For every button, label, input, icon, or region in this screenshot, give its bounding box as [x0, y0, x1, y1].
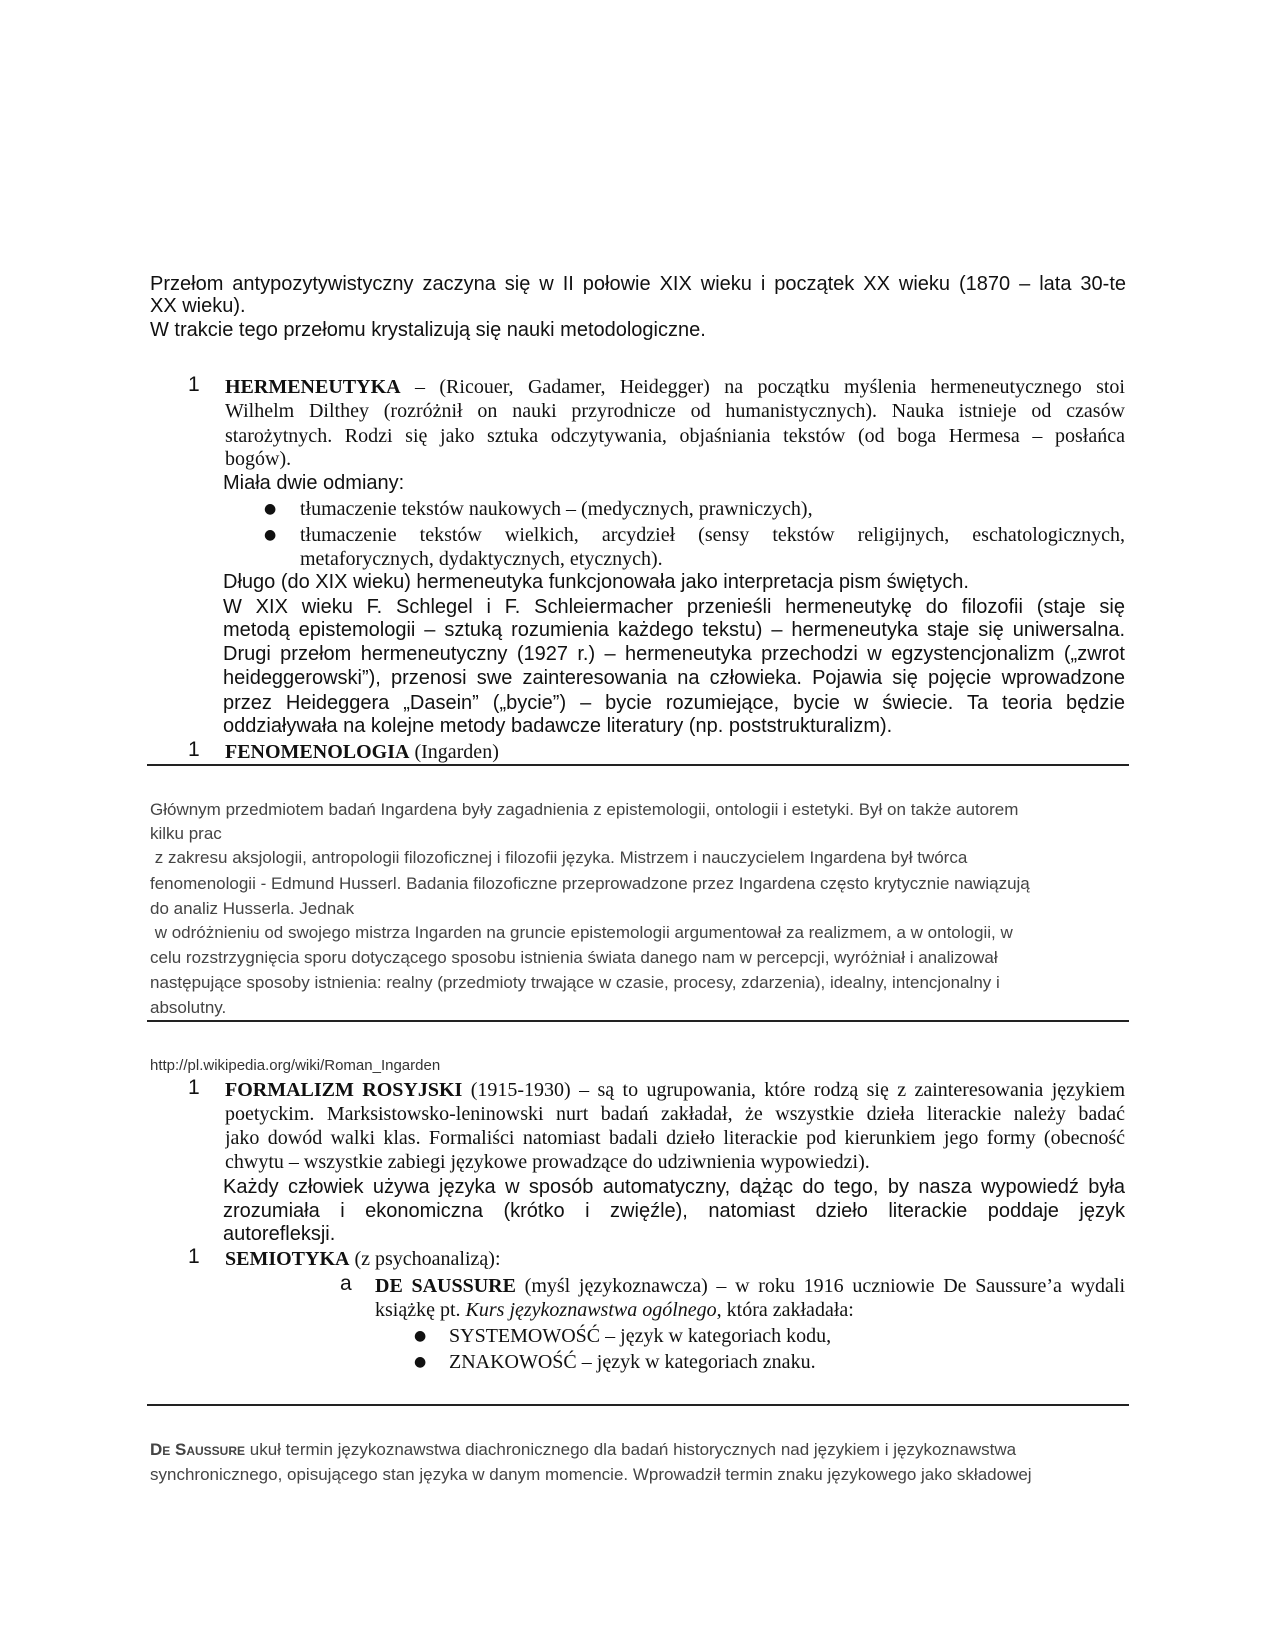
list-number: 1	[188, 373, 200, 396]
bullet-icon: ●	[264, 527, 277, 543]
formalizm-line: chwytu – wszystkie zabiegi językowe prowadzące do udziwnienia wypowiedzi).	[225, 1151, 870, 1173]
subsection-title: DE SAUSSURE	[375, 1275, 516, 1297]
saussure-text: , która zakładała:	[716, 1299, 854, 1321]
quote-line: celu rozstrzygnięcia sporu dotyczącego sposobu istnienia świata danego nam w percepcji, wyróżniał i analizował	[150, 948, 998, 967]
intro-line: W trakcie tego przełomu krystalizują się nauki metodologiczne.	[150, 319, 706, 341]
bullet-item: tłumaczenie tekstów naukowych – (medycznych, prawniczych),	[300, 498, 813, 520]
divider	[147, 764, 1129, 766]
formalizm-line: poetyckim. Marksistowsko-leninowski nurt badań zakładał, że wszystkie dzieła literackie należy badać	[225, 1103, 1125, 1125]
formalizm-body: autorefleksji.	[223, 1223, 336, 1245]
formalizm-body: zrozumiała i ekonomiczna (krótko i zwięźle), natomiast dzieło literackie poddaje język	[223, 1200, 1125, 1222]
bullet-icon: ●	[264, 501, 277, 517]
quote-line: absolutny.	[150, 998, 227, 1017]
quote-line: do analiz Husserla. Jednak	[150, 899, 355, 918]
saussure-text: (myśl językoznawcza) – w roku 1916 uczniowie De Saussure’a wydali	[524, 1275, 1125, 1297]
hermeneutyka-body: heideggerowski”), przenosi swe zainteresowania na człowieka. Pojawia się pojęcie wprowadzone	[223, 667, 1125, 689]
hermeneutyka-line	[225, 375, 1125, 399]
hermeneutyka-body: oddziaływała na kolejne metody badawcze literatury (np. poststrukturalizm).	[223, 715, 893, 737]
hermeneutyka-body: W XIX wieku F. Schlegel i F. Schleiermacher przenieśli hermeneutykę do filozofii (staje się	[223, 596, 1125, 618]
saussure-line	[375, 1274, 1125, 1298]
note-line	[150, 1438, 1016, 1462]
bullet-item: metaforycznych, dydaktycznych, etycznych).	[300, 548, 663, 570]
section-title: SEMIOTYKA	[225, 1248, 350, 1270]
hermeneutyka-body: metodą epistemologii – sztuką rozumienia każdego tekstu) – hermeneutyka staje się uniwersalna.	[223, 619, 1125, 641]
semiotyka-heading	[225, 1247, 501, 1271]
list-letter: a	[340, 1272, 352, 1295]
formalizm-line: jako dowód walki klas. Formaliści natomiast badali dzieło literackie pod kierunkiem jego formy (obecność	[225, 1127, 1125, 1149]
hermeneutyka-line: Wilhelm Dilthey (rozróżnił on nauki przyrodnicze od humanistycznych). Nauka istnieje od czasów	[225, 400, 1125, 422]
bullet-icon: ●	[414, 1354, 427, 1370]
hermeneutyka-line: bogów).	[225, 448, 292, 470]
section-subtitle: (z psychoanalizą):	[354, 1248, 501, 1270]
section-title: FORMALIZM ROSYJSKI	[225, 1079, 463, 1101]
hermeneutyka-line: starożytnych. Rodzi się jako sztuka odczytywania, objaśniania tekstów (od boga Hermesa – posłańca	[225, 425, 1125, 447]
quote-line: następujące sposoby istnienia: realny (przedmioty trwające w czasie, procesy, zdarzenia), idealny, intencjonalny i	[150, 973, 1000, 992]
list-number: 1	[188, 1076, 200, 1099]
section-subtitle: (Ingarden)	[414, 741, 499, 763]
bullet-icon: ●	[414, 1328, 427, 1344]
formalizm-text: (1915-1930) – są to ugrupowania, które rodzą się z zainteresowania językiem	[470, 1079, 1125, 1101]
quote-line: kilku prac	[150, 824, 222, 843]
note-text: ukuł termin językoznawstwa diachronicznego dla badań historycznych nad językiem i językoznawstwa	[249, 1440, 1017, 1459]
quote-line: fenomenologii - Edmund Husserl. Badania filozoficzne przeprowadzone przez Ingardena często krytycznie nawiązują	[150, 874, 1030, 893]
note-title: De Saussure	[150, 1440, 246, 1459]
divider	[147, 1404, 1129, 1406]
variants-label: Miała dwie odmiany:	[223, 472, 405, 494]
divider	[147, 1020, 1129, 1022]
quote-line: Głównym przedmiotem badań Ingardena były zagadnienia z epistemologii, ontologii i estetyki. Był on także autorem	[150, 800, 1019, 819]
hermeneutyka-body: przez Heideggera „Dasein” („bycie”) – bycie rozumiejące, bycie w świecie. Ta teoria będzie	[223, 692, 1125, 714]
section-title: HERMENEUTYKA	[225, 376, 401, 398]
formalizm-line	[225, 1078, 1125, 1102]
formalizm-body: Każdy człowiek używa języka w sposób automatyczny, dążąc do tego, by nasza wypowiedź była	[223, 1176, 1125, 1198]
bullet-item: SYSTEMOWOŚĆ – język w kategoriach kodu,	[449, 1325, 832, 1347]
saussure-text: książkę pt.	[375, 1299, 466, 1321]
list-number: 1	[188, 1245, 200, 1268]
list-number: 1	[188, 738, 200, 761]
hermeneutyka-text: – (Ricouer, Gadamer, Heidegger) na początku myślenia hermeneutycznego stoi	[414, 376, 1125, 398]
source-link[interactable]: http://pl.wikipedia.org/wiki/Roman_Ingarden	[150, 1057, 441, 1074]
note-line: synchronicznego, opisującego stan języka w danym momencie. Wprowadził termin znaku językowego jako składowej	[150, 1465, 1032, 1484]
saussure-line	[375, 1298, 854, 1322]
quote-line: z zakresu aksjologii, antropologii filozoficznej i filozofii języka. Mistrzem i nauczycielem Ingardena był twórca	[150, 848, 968, 867]
intro-line: XX wieku).	[150, 295, 246, 317]
bullet-item: tłumaczenie tekstów wielkich, arcydzieł (sensy tekstów religijnych, eschatologicznych,	[300, 524, 1125, 546]
quote-line: w odróżnieniu od swojego mistrza Ingarden na gruncie epistemologii argumentował za realizmem, a w ontologii, w	[150, 923, 1013, 942]
bullet-item: ZNAKOWOŚĆ – język w kategoriach znaku.	[449, 1351, 816, 1373]
hermeneutyka-body: Drugi przełom hermeneutyczny (1927 r.) – hermeneutyka przechodzi w egzystencjonalizm („zwrot	[223, 643, 1125, 665]
intro-line: Przełom antypozytywistyczny zaczyna się w II połowie XIX wieku i początek XX wieku (1870 – lata 30-te	[150, 273, 1126, 295]
book-title: Kurs językoznawstwa ogólnego	[465, 1299, 717, 1321]
section-title: FENOMENOLOGIA	[225, 741, 410, 763]
fenomenologia-heading	[225, 740, 499, 764]
hermeneutyka-body: Długo (do XIX wieku) hermeneutyka funkcjonowała jako interpretacja pism świętych.	[223, 571, 969, 593]
